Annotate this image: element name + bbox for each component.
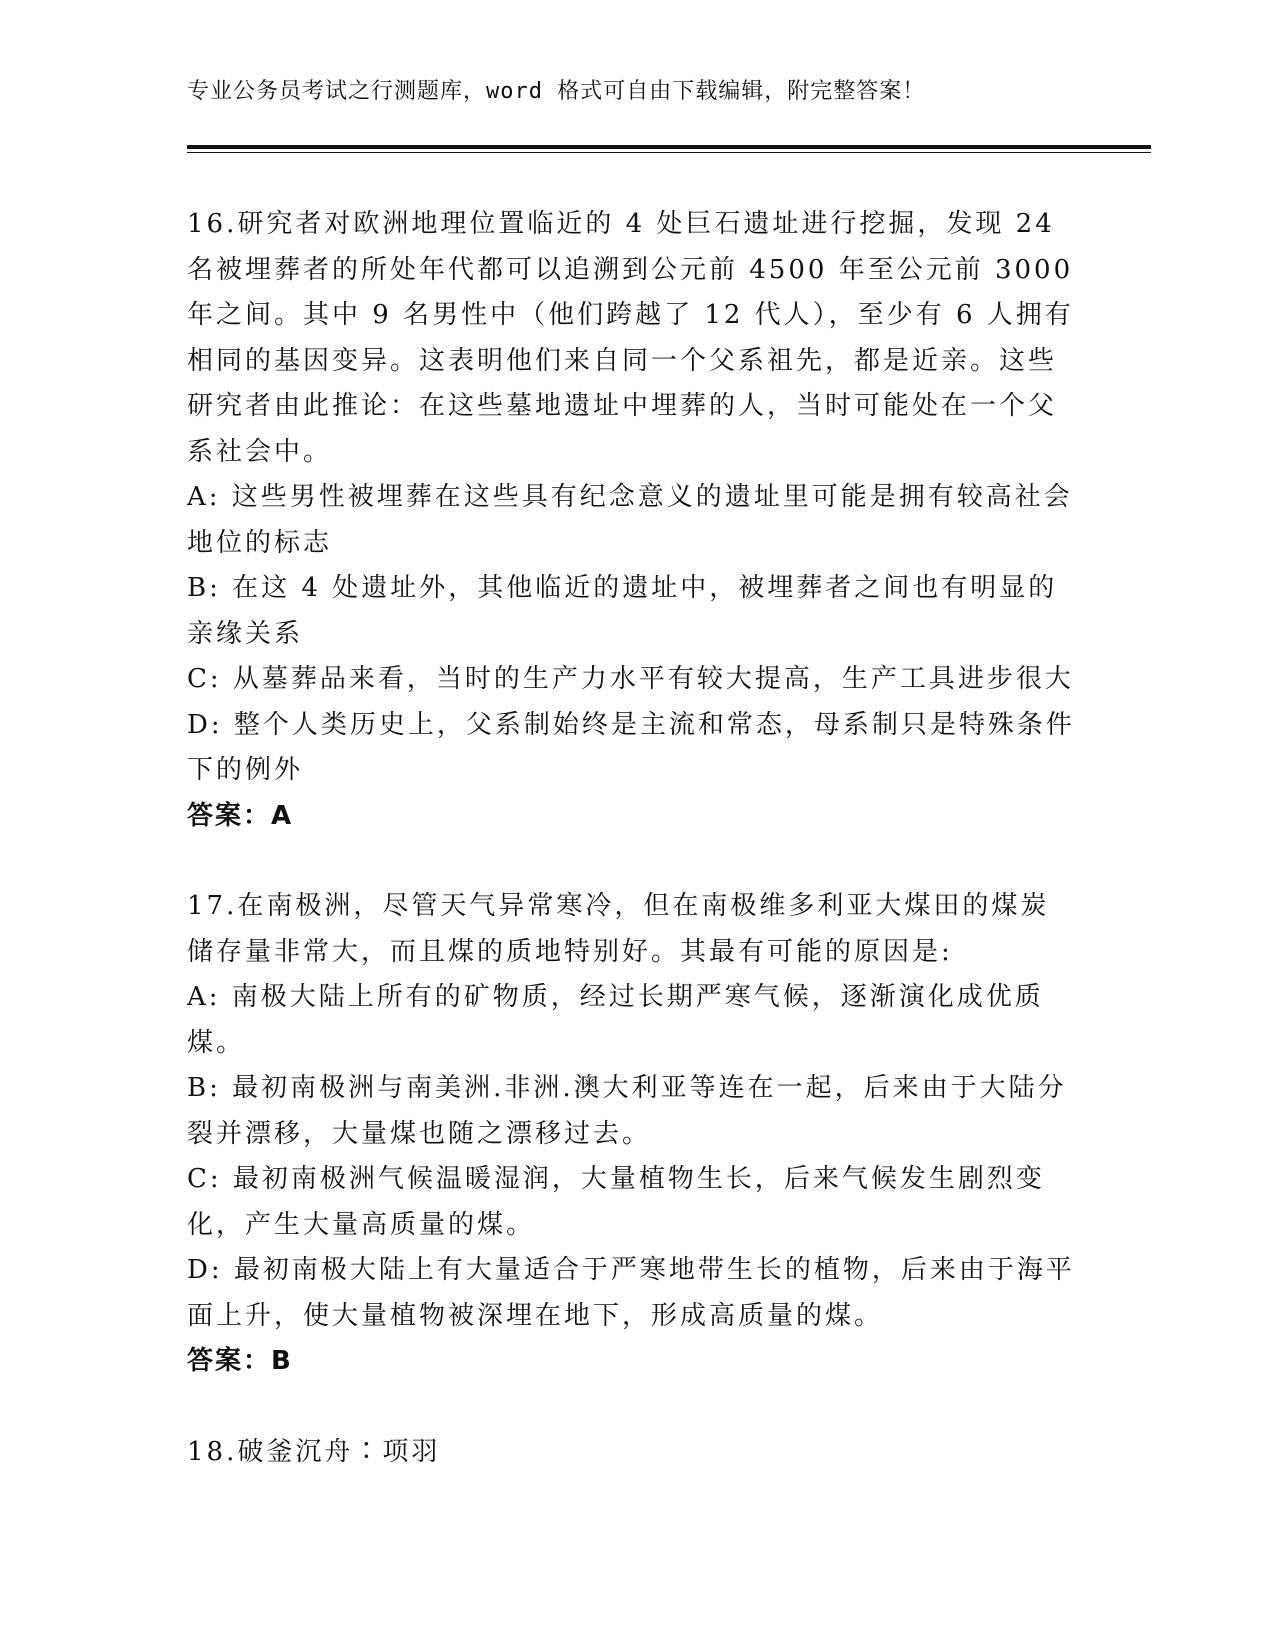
question-18 (187, 1430, 1075, 1476)
option-c: C: 从墓葬品来看，当时的生产力水平有较大提高，生产工具进步很大 (187, 664, 1074, 694)
answer-line: 答案：B (187, 1346, 293, 1376)
header-divider-thin (187, 152, 1151, 153)
page-header: 专业公务员考试之行测题库，word 格式可自由下载编辑，附完整答案！ (187, 79, 926, 104)
option-d: D: 最初南极大陆上有大量适合于严寒地带生长的植物，后来由于海平面上升，使大量植物被深埋在地下，形成高质量的煤。 (187, 1255, 1075, 1331)
option-b: B: 最初南极洲与南美洲.非洲.澳大利亚等连在一起，后来由于大陆分裂并漂移，大量煤也随之漂移过去。 (187, 1073, 1067, 1149)
spacer (187, 839, 1075, 884)
question-stem: 16.研究者对欧洲地理位置临近的 4 处巨石遗址进行挖掘，发现 24 名被埋葬者的所处年代都可以追溯到公元前 4500 年至公元前 3000 年之间。其中 9 名男性中（他们跨越了 12 代人），至少有 6 人拥有相同的基因变异。这表明他们来自同一个父系祖先，都是近亲。这些研究者由此推论：在这些墓地遗址中埋葬的人，当时可能处在一个父系社会中。 (187, 209, 1074, 467)
question-17 (187, 884, 1075, 1385)
header-divider-thick (187, 145, 1151, 149)
answer-line: 答案：A (187, 800, 294, 831)
option-b: B: 在这 4 处遗址外，其他临近的遗址中，被埋葬者之间也有明显的亲缘关系 (187, 573, 1058, 649)
option-a: A: 这些男性被埋葬在这些具有纪念意义的遗址里可能是拥有较高社会地位的标志 (187, 482, 1073, 558)
question-stem: 18.破釜沉舟∶项羽 (187, 1436, 441, 1467)
spacer (187, 1385, 1075, 1430)
document-body (187, 202, 1075, 1475)
option-c: C: 最初南极洲气候温暖湿润，大量植物生长，后来气候发生剧烈变化，产生大量高质量的煤。 (187, 1164, 1045, 1240)
question-16 (187, 202, 1075, 839)
question-stem: 17.在南极洲，尽管天气异常寒冷，但在南极维多利亚大煤田的煤炭储存量非常大，而且煤的质地特别好。其最有可能的原因是: (187, 891, 1050, 967)
option-a: A: 南极大陆上所有的矿物质，经过长期严寒气候，逐渐演化成优质煤。 (187, 982, 1044, 1058)
option-d: D: 整个人类历史上，父系制始终是主流和常态，母系制只是特殊条件下的例外 (187, 709, 1075, 785)
